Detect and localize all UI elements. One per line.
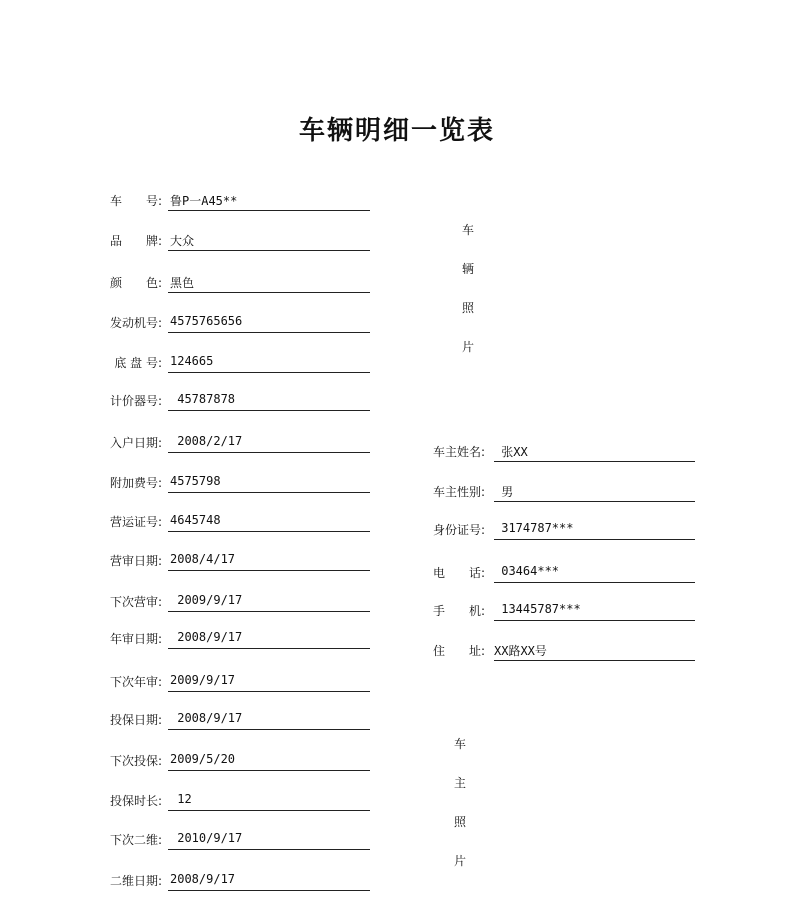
field-value: 男	[494, 485, 514, 499]
vehicle-photo-placeholder	[458, 221, 478, 377]
field-label: 住 址:	[432, 644, 485, 658]
field-label: 营审日期:	[109, 554, 162, 568]
field-value: 2009/9/17	[170, 673, 236, 687]
underline	[168, 810, 370, 811]
underline	[494, 620, 695, 621]
field-value: 2008/9/17	[170, 711, 243, 725]
field-value: 2009/5/20	[170, 752, 236, 766]
photo-label-char: 辆	[461, 262, 474, 276]
field-label: 附加费号:	[109, 476, 162, 490]
underline	[168, 410, 370, 411]
underline	[168, 210, 370, 211]
underline	[168, 849, 370, 850]
field-value: 4575765656	[170, 314, 243, 328]
photo-label-char: 片	[453, 854, 466, 868]
underline	[168, 691, 370, 692]
field-label: 下次营审:	[109, 595, 162, 609]
field-label: 计价器号:	[109, 394, 162, 408]
field-value: 2008/2/17	[170, 434, 243, 448]
photo-label-char: 主	[453, 776, 466, 790]
field-value: XX路XX号	[494, 644, 547, 658]
field-value: 2009/9/17	[170, 593, 243, 607]
field-value: 2010/9/17	[170, 831, 243, 845]
underline	[494, 501, 695, 502]
field-value: 13445787***	[494, 602, 581, 616]
underline	[168, 332, 370, 333]
field-value: 3174787***	[494, 521, 574, 535]
photo-label-char: 车	[461, 223, 474, 237]
underline	[494, 582, 695, 583]
field-value: 2008/9/17	[170, 872, 236, 886]
photo-label-char: 车	[453, 737, 466, 751]
field-value: 4645748	[170, 513, 221, 527]
owner-photo-placeholder	[450, 735, 470, 891]
field-label: 下次二维:	[109, 833, 162, 847]
field-label: 投保时长:	[109, 794, 162, 808]
field-label: 车主姓名:	[432, 445, 485, 459]
photo-label-char: 片	[461, 340, 474, 354]
underline	[168, 770, 370, 771]
field-label: 发动机号:	[109, 316, 162, 330]
field-value: 124665	[170, 354, 214, 368]
field-value: 45787878	[170, 392, 236, 406]
field-label: 投保日期:	[109, 713, 162, 727]
underline	[494, 660, 695, 661]
field-label: 电 话:	[432, 566, 485, 580]
field-label: 二维日期:	[109, 874, 162, 888]
field-value: 4575798	[170, 474, 221, 488]
photo-label-char: 照	[453, 815, 466, 829]
field-label: 身份证号:	[432, 523, 485, 537]
underline	[168, 372, 370, 373]
page-title: 车辆明细一览表	[298, 116, 495, 146]
underline	[494, 461, 695, 462]
field-label: 营运证号:	[109, 515, 162, 529]
field-label: 下次年审:	[109, 675, 162, 689]
field-label: 品 牌:	[109, 234, 162, 248]
field-label: 入户日期:	[109, 436, 162, 450]
underline	[168, 250, 370, 251]
underline	[168, 292, 370, 293]
field-value: 03464***	[494, 564, 560, 578]
field-label: 年审日期:	[109, 632, 162, 646]
field-label: 车主性别:	[432, 485, 485, 499]
underline	[168, 729, 370, 730]
field-label: 车 号:	[109, 194, 162, 208]
field-value: 12	[170, 792, 192, 806]
field-value: 鲁P一A45**	[170, 194, 238, 208]
field-label: 颜 色:	[109, 276, 162, 290]
field-value: 2008/4/17	[170, 552, 236, 566]
field-value: 黑色	[170, 276, 195, 290]
field-value: 张XX	[494, 445, 528, 459]
field-label: 下次投保:	[109, 754, 162, 768]
photo-label-char: 照	[461, 301, 474, 315]
field-label: 手 机:	[432, 604, 485, 618]
underline	[168, 890, 370, 891]
field-value: 2008/9/17	[170, 630, 243, 644]
field-value: 大众	[170, 234, 195, 248]
field-label: 底 盘 号:	[114, 356, 162, 370]
underline	[494, 539, 695, 540]
